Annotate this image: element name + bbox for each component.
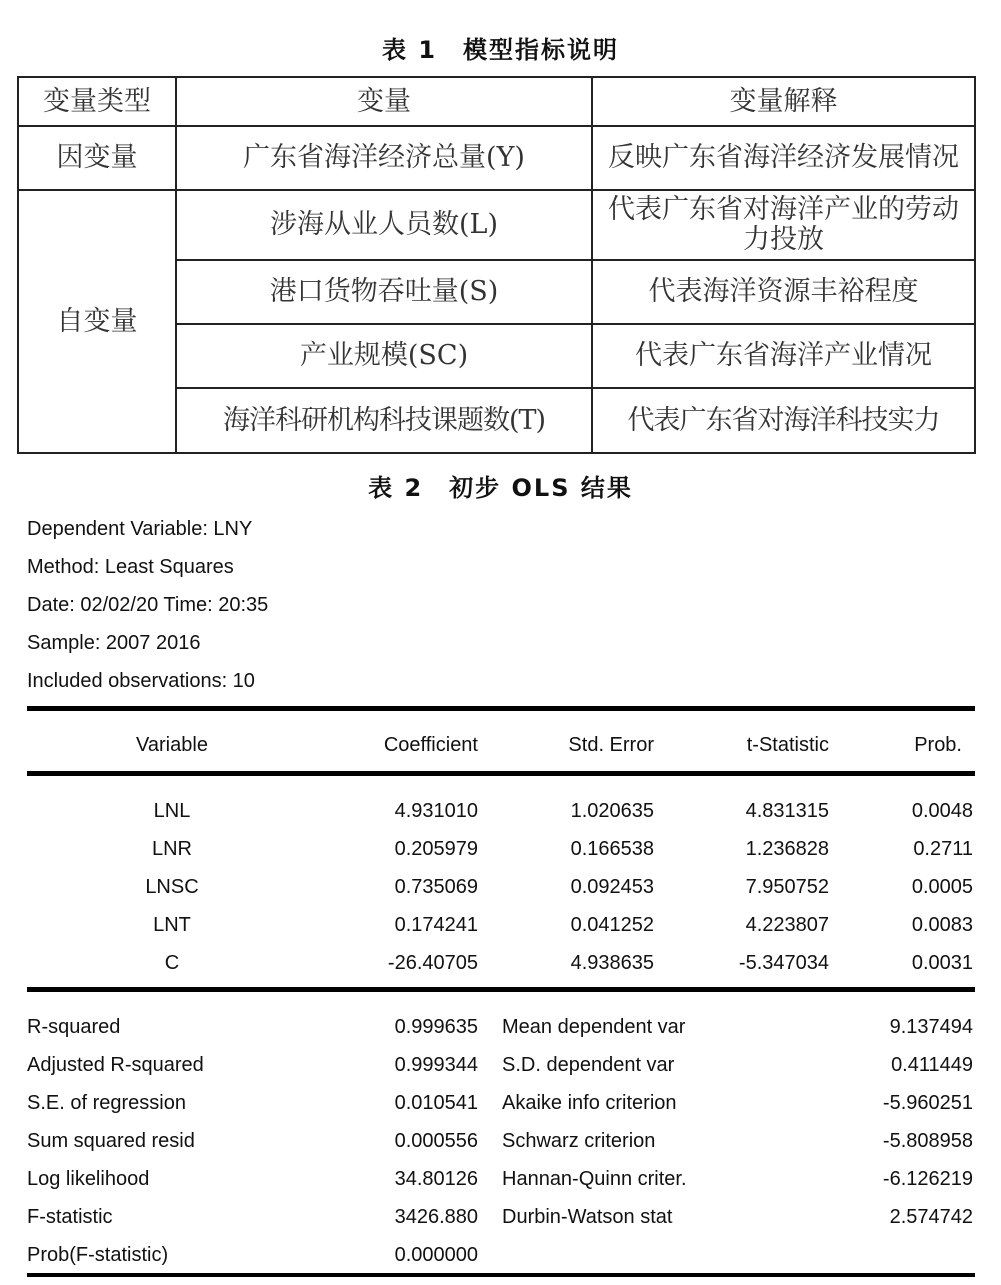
stat-label: Log likelihood: [27, 1168, 150, 1190]
type-cell: 自变量: [18, 190, 176, 453]
column-header: t-Statistic: [746, 734, 829, 756]
stat-label: S.E. of regression: [27, 1092, 186, 1114]
type-cell: 因变量: [18, 126, 176, 190]
value-cell: 0.0005: [911, 876, 973, 898]
stat-label: Durbin-Watson stat: [502, 1206, 673, 1228]
var-cell: 涉海从业人员数(L): [176, 190, 592, 260]
stat-value: 2.574742: [889, 1206, 973, 1228]
variable-cell: LNR: [151, 838, 192, 860]
table1-caption: 表 1 模型指标说明: [381, 36, 620, 64]
stat-label: Akaike info criterion: [502, 1092, 677, 1114]
stat-value: 0.999635: [394, 1016, 478, 1038]
table-row: [18, 190, 975, 260]
rule-divider: [27, 706, 975, 711]
stat-label: Hannan-Quinn criter.: [502, 1168, 687, 1190]
rule-divider: [27, 771, 975, 776]
model-indicator-table: [17, 76, 976, 454]
value-cell: 0.0083: [911, 914, 973, 936]
table-header-row: [18, 77, 975, 126]
column-header: Variable: [136, 734, 208, 756]
column-header: Coefficient: [383, 734, 478, 756]
value-cell: 0.0048: [911, 800, 973, 822]
stat-label: Schwarz criterion: [502, 1130, 656, 1152]
value-cell: 0.2711: [913, 838, 973, 860]
value-cell: 0.0031: [911, 952, 973, 974]
value-cell: 0.092453: [570, 876, 654, 898]
value-cell: 0.735069: [394, 876, 478, 898]
stat-value: 0.000556: [394, 1130, 478, 1152]
stat-value: 0.411449: [891, 1054, 973, 1076]
stat-value: -5.960251: [882, 1092, 973, 1114]
table-row: [18, 126, 975, 190]
value-cell: 7.950752: [745, 876, 829, 898]
var-cell: 海洋科研机构科技课题数(T): [176, 388, 592, 453]
rule-divider: [27, 1273, 975, 1277]
meta-line: Method: Least Squares: [27, 556, 234, 578]
var-cell: 港口货物吞吐量(S): [176, 260, 592, 324]
value-cell: 1.020635: [570, 800, 654, 822]
var-cell: 产业规模(SC): [176, 324, 592, 388]
variable-cell: LNL: [153, 800, 191, 822]
value-cell: 0.174241: [394, 914, 478, 936]
stat-label: Adjusted R-squared: [27, 1054, 204, 1076]
stat-value: 34.80126: [394, 1168, 478, 1190]
stat-label: Prob(F-statistic): [27, 1244, 169, 1266]
stat-value: 0.000000: [394, 1244, 478, 1266]
stat-label: Mean dependent var: [502, 1016, 686, 1038]
value-cell: 0.205979: [394, 838, 478, 860]
header-cell: 变量类型: [18, 77, 176, 126]
column-header: Prob.: [914, 734, 962, 756]
desc-cell: 代表广东省对海洋科技实力: [592, 388, 975, 453]
stat-label: S.D. dependent var: [502, 1054, 675, 1076]
column-header: Std. Error: [568, 734, 654, 756]
value-cell: 4.931010: [394, 800, 478, 822]
stat-value: 3426.880: [394, 1206, 478, 1228]
stat-value: -5.808958: [882, 1130, 973, 1152]
meta-line: Date: 02/02/20 Time: 20:35: [27, 594, 269, 616]
header-cell: 变量: [176, 77, 592, 126]
stat-value: -6.126219: [882, 1168, 973, 1190]
value-cell: 0.041252: [570, 914, 654, 936]
desc-cell: 反映广东省海洋经济发展情况: [592, 126, 975, 190]
value-cell: 1.236828: [745, 838, 829, 860]
stat-label: Sum squared resid: [27, 1130, 195, 1152]
value-cell: -26.40705: [387, 952, 478, 974]
header-cell: 变量解释: [592, 77, 975, 126]
stat-value: 9.137494: [889, 1016, 973, 1038]
desc-cell: 代表广东省对海洋产业的劳动力投放: [592, 190, 975, 260]
stat-label: R-squared: [27, 1016, 121, 1038]
value-cell: 4.223807: [745, 914, 829, 936]
value-cell: 0.166538: [570, 838, 654, 860]
variable-cell: LNT: [153, 914, 191, 936]
stat-value: 0.010541: [394, 1092, 478, 1114]
stat-label: F-statistic: [27, 1206, 113, 1228]
value-cell: 4.831315: [745, 800, 829, 822]
meta-line: Sample: 2007 2016: [27, 632, 201, 654]
variable-cell: C: [164, 952, 180, 974]
table2-caption: 表 2 初步 OLS 结果: [368, 474, 633, 502]
value-cell: -5.347034: [738, 952, 829, 974]
value-cell: 4.938635: [570, 952, 654, 974]
variable-cell: LNSC: [145, 876, 199, 898]
desc-cell: 代表广东省海洋产业情况: [592, 324, 975, 388]
meta-line: Dependent Variable: LNY: [27, 518, 253, 540]
rule-divider: [27, 987, 975, 992]
desc-cell: 代表海洋资源丰裕程度: [592, 260, 975, 324]
var-cell: 广东省海洋经济总量(Y): [176, 126, 592, 190]
stat-value: 0.999344: [394, 1054, 478, 1076]
meta-line: Included observations: 10: [27, 670, 255, 692]
